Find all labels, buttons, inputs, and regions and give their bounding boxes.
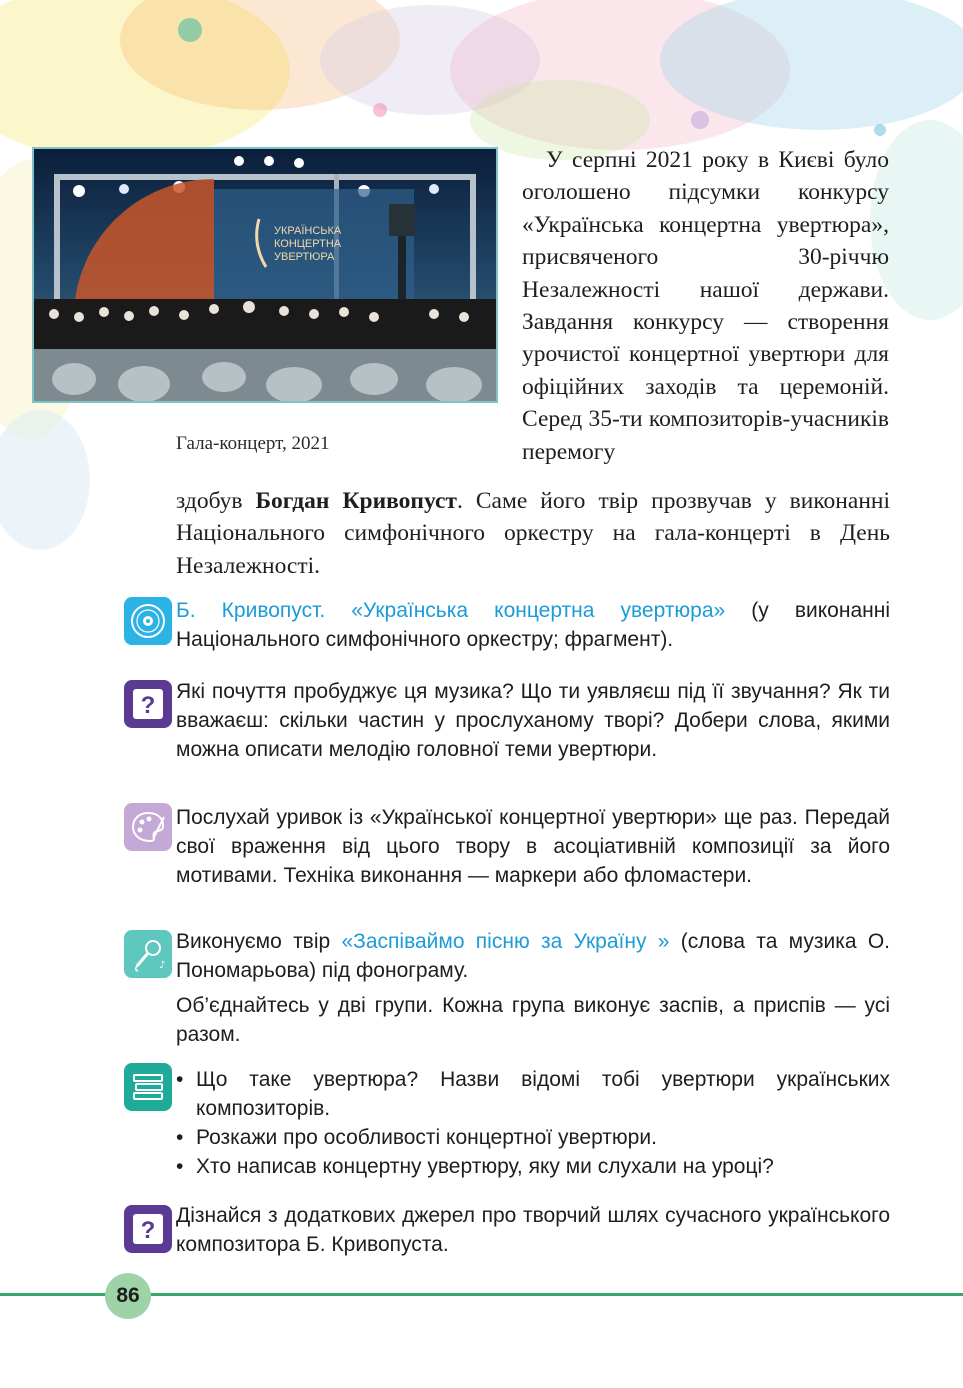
group-task: Об’єднайтесь у дві групи. Кожна група виконує заспів, а приспів — усі разом. <box>176 994 890 1046</box>
svg-text:♪: ♪ <box>159 960 166 971</box>
listen-text: (у виконанні Національного симфонічного оркестру; фрагмент). <box>176 599 890 651</box>
intro-paragraph: У серпні 2021 року в Києві було оголошено підсумки конкурсу «Українська концертна увертюра», присвяченого 30-річчю Незалежності нашої держави. Завдання конкурсу — створення урочистої концертної увертюри для офіційних заходів та церемоній. Серед 35-ти композиторів-учасників перемогу <box>522 147 889 465</box>
review-item: • Розкажи про особливості концертної увертюри. <box>174 1123 890 1152</box>
question-icon <box>124 680 172 728</box>
page-number: 86 <box>105 1273 151 1319</box>
photo-caption: Гала-концерт, 2021 <box>176 433 330 454</box>
listen-task <box>176 596 890 654</box>
banner-line-1: УКРАЇНСЬКА <box>274 225 342 237</box>
question-icon <box>124 1205 172 1253</box>
svg-text:?: ? <box>140 1217 156 1244</box>
research-task: Дізнайся з додаткових джерел про творчий шлях сучасного українського композитора Б. Кривопуста. <box>176 1204 890 1256</box>
question-task: Які почуття пробуджує ця музика? Що ти уявляєш під її звучання? Як ти вважаєш: скільки частин у прослуханому творі? Добери слова, якими можна описати мелодію головної теми увертюри. <box>176 680 890 761</box>
sing-text-post: (слова та музика О. Пономарьова) під фонограму. <box>176 930 890 982</box>
intro-text-pre: здобув <box>176 488 256 514</box>
review-item: • Хто написав концертну увертюру, яку ми слухали на уроці? <box>174 1152 890 1181</box>
review-questions <box>174 1065 890 1181</box>
song-link[interactable]: «Заспіваймо пісню за Україну » <box>341 930 670 953</box>
intro-text-post: . Саме його твір прозвучав у виконанні Національного симфонічного оркестру на гала-концерті в День Незалежності. <box>176 488 890 579</box>
intro-text-right <box>522 144 889 468</box>
intro-text-continued <box>176 485 890 582</box>
concert-photo <box>32 147 498 403</box>
books-icon <box>124 1063 172 1111</box>
sing-text-pre: Виконуємо твір <box>176 930 342 953</box>
listen-link[interactable]: Б. Кривопуст. «Українська концертна увертюра» <box>176 599 726 622</box>
review-item: • Що таке увертюра? Назви відомі тобі увертюри українських композиторів. <box>174 1065 890 1123</box>
banner-line-3: УВЕРТЮРА <box>274 251 335 263</box>
microphone-icon <box>124 930 172 978</box>
sing-task <box>176 927 890 985</box>
art-task: Послухай уривок із «Української концертної увертюри» ще раз. Передай свої враження від цього твору в асоціативній композиції за його мотивами. Техніка виконання — маркери або фломастери. <box>176 806 890 887</box>
palette-icon <box>124 803 172 851</box>
composer-name: Богдан Кривопуст <box>255 488 457 514</box>
disc-icon <box>124 597 172 645</box>
svg-text:?: ? <box>140 692 156 719</box>
banner-line-2: КОНЦЕРТНА <box>274 238 342 250</box>
